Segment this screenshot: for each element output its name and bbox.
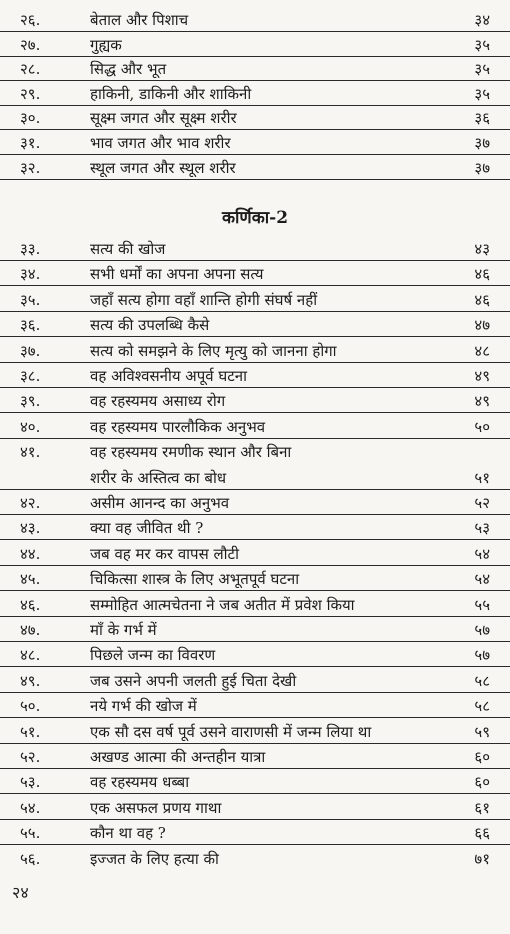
entry-title: वह रहस्यमय धब्बा bbox=[90, 773, 190, 792]
entry-number: ३८. bbox=[20, 367, 41, 385]
toc-entry bbox=[0, 847, 510, 871]
toc-entry bbox=[0, 82, 510, 106]
entry-number: ३०. bbox=[20, 109, 41, 128]
entry-title: पिछले जन्म का विवरण bbox=[90, 646, 216, 665]
entry-page-number: ४६ bbox=[474, 265, 490, 284]
entry-page-number: ३७ bbox=[474, 134, 490, 152]
entry-number: ५१. bbox=[20, 722, 41, 741]
entry-title: सूक्ष्म जगत और सूक्ष्म शरीर bbox=[90, 109, 237, 128]
entry-page-number: ५४ bbox=[474, 544, 490, 563]
entry-title: वह रहस्यमय असाध्य रोग bbox=[90, 392, 226, 411]
toc-entry bbox=[0, 618, 510, 642]
entry-title: भाव जगत और भाव शरीर bbox=[90, 134, 231, 152]
entry-page-number: ५३ bbox=[474, 519, 490, 538]
entry-page-number: ३४ bbox=[474, 11, 490, 29]
entry-page-number: ३५ bbox=[474, 60, 490, 79]
entry-page-number: ५२ bbox=[474, 494, 490, 512]
entry-number: ३७. bbox=[20, 341, 41, 360]
entry-title: जहाँ सत्य होगा वहाँ शान्ति होगी संघर्ष नहीं bbox=[90, 290, 318, 309]
entry-title: एक असफल प्रणय गाथा bbox=[90, 798, 222, 817]
entry-page-number: ६१ bbox=[474, 798, 490, 817]
entry-title: असीम आनन्द का अनुभव bbox=[90, 494, 230, 512]
page-number-footer: २४ bbox=[12, 883, 29, 902]
entry-title: वह अविश्वसनीय अपूर्व घटना bbox=[90, 367, 248, 385]
toc-entry bbox=[0, 567, 510, 591]
entry-number: ३९. bbox=[20, 392, 41, 411]
toc-entry bbox=[0, 106, 510, 130]
toc-entry bbox=[0, 389, 510, 413]
entry-page-number: ३५ bbox=[474, 35, 490, 54]
entry-number: ४५. bbox=[20, 570, 41, 589]
entry-page-number: ५५ bbox=[474, 595, 490, 614]
toc-entry bbox=[0, 415, 510, 439]
toc-entry bbox=[0, 33, 510, 57]
entry-number: ५३. bbox=[20, 773, 41, 792]
entry-number: ५५. bbox=[20, 824, 41, 843]
section-heading: कर्णिका-2 bbox=[221, 208, 289, 228]
entry-number: २६. bbox=[20, 11, 41, 29]
entry-page-number: ३६ bbox=[474, 109, 490, 128]
entry-title: वह रहस्यमय रमणीक स्थान और बिना bbox=[90, 443, 292, 462]
entry-page-number: ४७ bbox=[474, 316, 490, 335]
entry-page-number: ६० bbox=[474, 748, 490, 766]
entry-page-number: ५८ bbox=[474, 671, 490, 690]
entry-number: ५०. bbox=[20, 697, 41, 716]
toc-entry bbox=[0, 593, 510, 617]
entry-number: ३६. bbox=[20, 316, 41, 335]
toc-entry bbox=[0, 440, 510, 464]
entry-title: इज्जत के लिए हत्या की bbox=[90, 849, 219, 868]
entry-page-number: ५० bbox=[474, 417, 490, 436]
entry-page-number: ४८ bbox=[474, 341, 490, 360]
entry-page-number: ४३ bbox=[474, 240, 490, 258]
toc-entry bbox=[0, 131, 510, 155]
entry-title: नये गर्भ की खोज में bbox=[90, 697, 197, 716]
entry-number: ४७. bbox=[20, 621, 41, 639]
entry-number: ४९. bbox=[20, 671, 41, 690]
entry-page-number: ५९ bbox=[474, 722, 490, 741]
toc-entry bbox=[0, 262, 510, 286]
toc-entry bbox=[0, 156, 510, 180]
entry-page-number: ५८ bbox=[474, 697, 490, 716]
entry-title: अखण्ड आत्मा की अन्तहीन यात्रा bbox=[90, 748, 266, 766]
entry-number: २९. bbox=[20, 84, 41, 103]
entry-page-number: ५१ bbox=[474, 468, 490, 487]
entry-page-number: ४६ bbox=[474, 290, 490, 309]
entry-number: ३१. bbox=[20, 134, 41, 152]
toc-entry bbox=[0, 821, 510, 845]
toc-entry bbox=[0, 694, 510, 718]
entry-number: ३४. bbox=[20, 265, 41, 284]
entry-page-number: ६० bbox=[474, 773, 490, 792]
toc-entry bbox=[0, 491, 510, 515]
toc-entry bbox=[0, 669, 510, 693]
entry-page-number: ५७ bbox=[474, 646, 490, 665]
entry-page-number: ४९ bbox=[474, 367, 490, 385]
entry-title: वह रहस्यमय पारलौकिक अनुभव bbox=[90, 417, 266, 436]
entry-title: स्थूल जगत और स्थूल शरीर bbox=[90, 158, 236, 177]
entry-page-number: ५७ bbox=[474, 621, 490, 639]
toc-entry bbox=[0, 516, 510, 540]
entry-title: हाकिनी, डाकिनी और शाकिनी bbox=[90, 84, 252, 103]
entry-number: ३५. bbox=[20, 290, 41, 309]
entry-number: ३२. bbox=[20, 158, 41, 177]
toc-entry bbox=[0, 8, 510, 32]
toc-entry bbox=[0, 57, 510, 81]
toc-entry bbox=[0, 313, 510, 337]
entry-title: कौन था वह ? bbox=[90, 824, 166, 843]
toc-entry bbox=[0, 339, 510, 363]
toc-entry bbox=[0, 720, 510, 744]
entry-number: ४२. bbox=[20, 494, 41, 512]
entry-number: २८. bbox=[20, 60, 41, 79]
entry-title: सत्य को समझने के लिए मृत्यु को जानना होगा bbox=[90, 341, 337, 360]
entry-number: ५६. bbox=[20, 849, 41, 868]
entry-title: शरीर के अस्तित्व का बोध bbox=[90, 468, 227, 487]
entry-title: जब वह मर कर वापस लौटी bbox=[90, 544, 239, 563]
entry-number: ४६. bbox=[20, 595, 41, 614]
entry-title: क्या वह जीवित थी ? bbox=[90, 519, 204, 538]
entry-title: चिकित्सा शास्त्र के लिए अभूतपूर्व घटना bbox=[90, 570, 300, 589]
entry-title: सत्य की उपलब्धि कैसे bbox=[90, 316, 210, 335]
entry-number: ४१. bbox=[20, 443, 41, 462]
entry-number: ३३. bbox=[20, 240, 41, 258]
toc-entry bbox=[0, 288, 510, 312]
toc-entry bbox=[0, 466, 510, 490]
entry-title: एक सौ दस वर्ष पूर्व उसने वाराणसी में जन्म लिया था bbox=[90, 722, 372, 741]
toc-entry bbox=[0, 745, 510, 769]
entry-number: ४३. bbox=[20, 519, 41, 538]
entry-page-number: ७१ bbox=[474, 849, 490, 868]
entry-title: सिद्ध और भूत bbox=[90, 60, 167, 79]
toc-entry bbox=[0, 643, 510, 667]
entry-number: २७. bbox=[20, 35, 41, 54]
entry-number: ४८. bbox=[20, 646, 41, 665]
entry-title: गुह्यक bbox=[90, 35, 122, 54]
entry-title: सम्मोहित आत्मचेतना ने जब अतीत में प्रवेश किया bbox=[90, 595, 355, 614]
entry-number: ५२. bbox=[20, 748, 41, 766]
entry-page-number: ३७ bbox=[474, 158, 490, 177]
toc-entry bbox=[0, 542, 510, 566]
entry-title: बेताल और पिशाच bbox=[90, 11, 189, 29]
entry-page-number: ३५ bbox=[474, 84, 490, 103]
entry-title: सत्य की खोज bbox=[90, 240, 166, 258]
entry-title: जब उसने अपनी जलती हुई चिता देखी bbox=[90, 671, 297, 690]
entry-number: ५४. bbox=[20, 798, 41, 817]
entry-page-number: ६६ bbox=[474, 824, 490, 843]
toc-entry bbox=[0, 237, 510, 261]
entry-number: ४०. bbox=[20, 417, 41, 436]
toc-entry bbox=[0, 770, 510, 794]
toc-entry bbox=[0, 796, 510, 820]
entry-title: माँ के गर्भ में bbox=[90, 621, 157, 639]
toc-entry bbox=[0, 364, 510, 388]
entry-page-number: ५४ bbox=[474, 570, 490, 589]
entry-number: ४४. bbox=[20, 544, 41, 563]
entry-title: सभी धर्मों का अपना अपना सत्य bbox=[90, 265, 264, 284]
entry-page-number: ४९ bbox=[474, 392, 490, 411]
